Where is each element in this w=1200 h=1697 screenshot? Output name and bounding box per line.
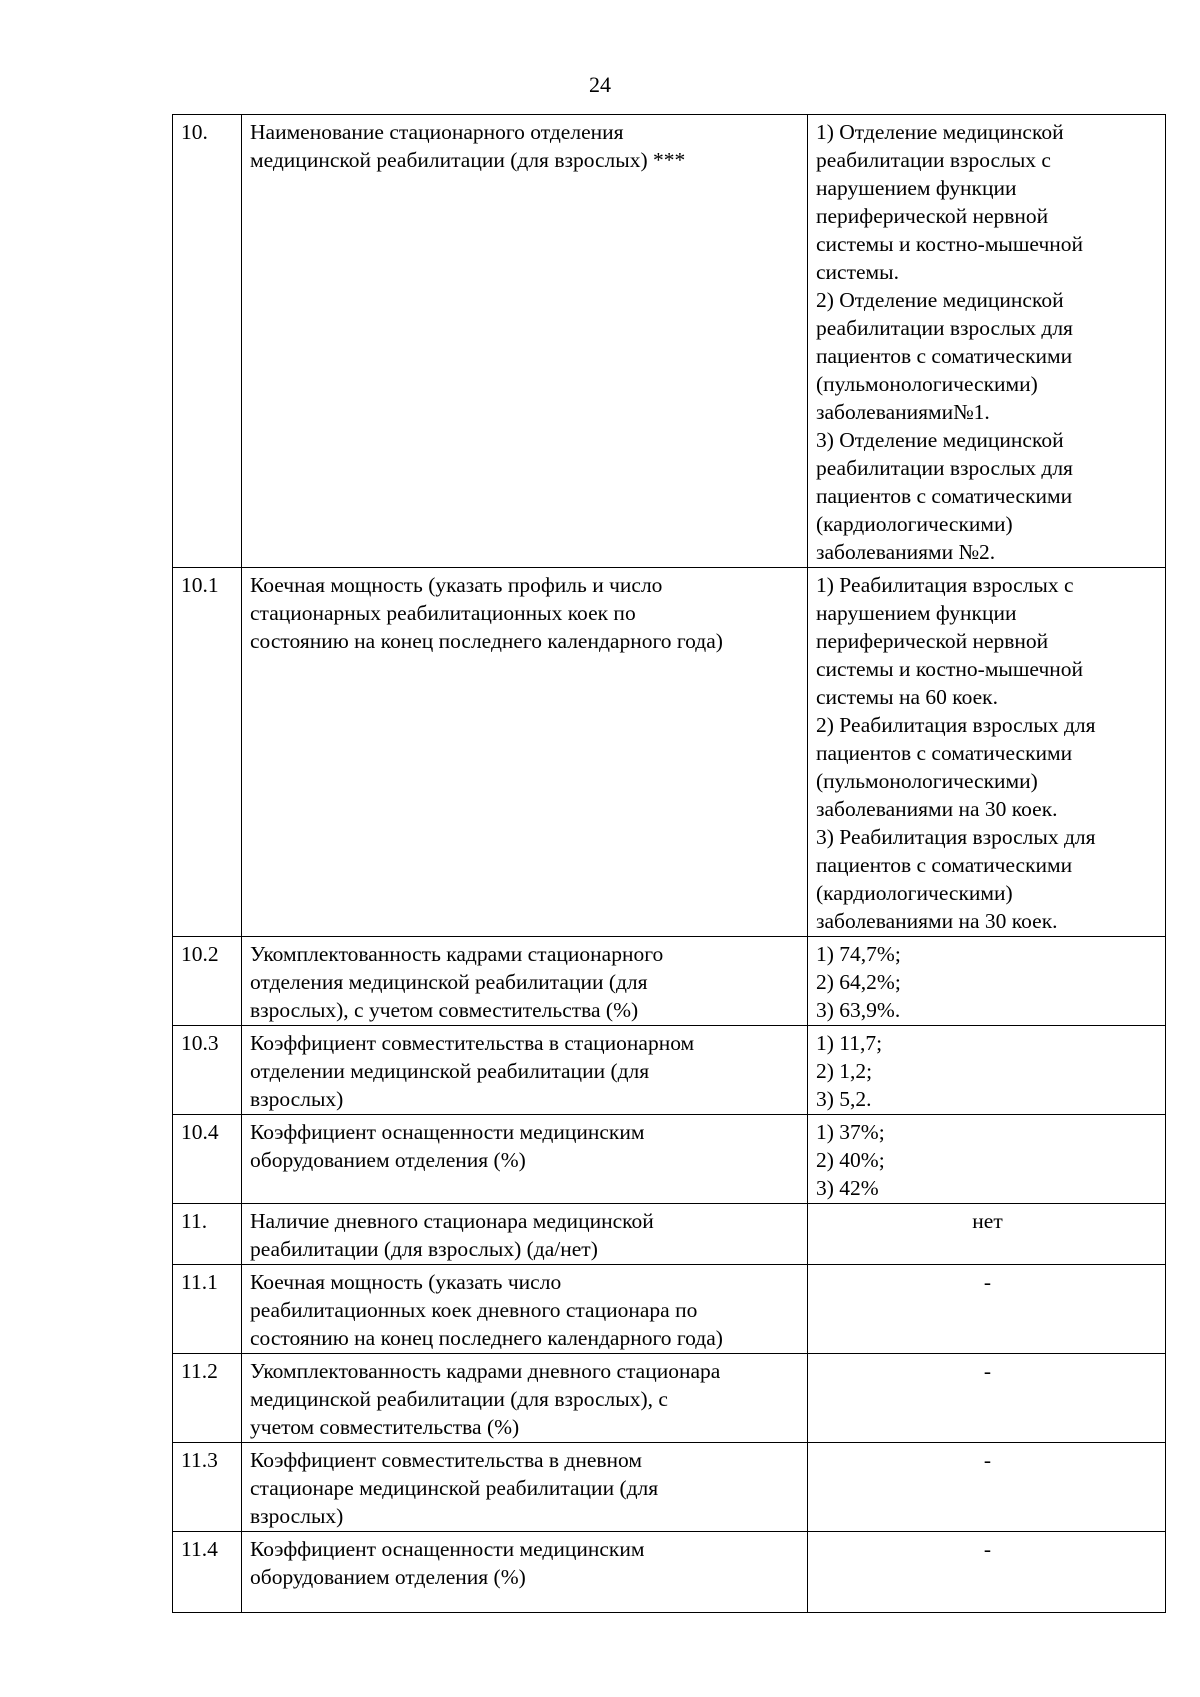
parameter-line: взрослых), с учетом совместительства (%) <box>250 998 639 1022</box>
value-line: пациентов с соматическими <box>816 344 1073 368</box>
parameter-cell <box>242 568 808 937</box>
value-line: 2) 1,2; <box>816 1059 873 1083</box>
parameter-line: Наличие дневного стационара медицинской <box>250 1209 654 1233</box>
value-line: 3) 42% <box>816 1176 879 1200</box>
value-line: 2) Отделение медицинской <box>816 288 1064 312</box>
value-line: 2) Реабилитация взрослых для <box>816 713 1096 737</box>
parameter-cell <box>242 937 808 1026</box>
value-cell <box>808 1026 1166 1115</box>
parameter-line: стационарных реабилитационных коек по <box>250 601 636 625</box>
parameter-line: Наименование стационарного отделения <box>250 120 624 144</box>
value-line: - <box>983 1359 992 1383</box>
value-line: - <box>983 1448 992 1472</box>
row-number: 10. <box>173 115 242 568</box>
parameter-line: Коэффициент оснащенности медицинским <box>250 1537 645 1561</box>
parameter-cell <box>242 1443 808 1532</box>
value-line: 1) 11,7; <box>816 1031 883 1055</box>
value-line: 2) 64,2%; <box>816 970 901 994</box>
row-number: 11. <box>173 1204 242 1265</box>
table-row <box>173 1265 1166 1354</box>
value-line: пациентов с соматическими <box>816 741 1073 765</box>
value-line: 3) 63,9%. <box>816 998 901 1022</box>
value-cell <box>808 1265 1166 1354</box>
parameter-cell <box>242 1265 808 1354</box>
value-line: периферической нервной <box>816 204 1049 228</box>
row-number: 10.4 <box>173 1115 242 1204</box>
value-line: нарушением функции <box>816 601 1017 625</box>
value-line: 2) 40%; <box>816 1148 885 1172</box>
parameter-line: оборудованием отделения (%) <box>250 1565 526 1589</box>
table-row <box>173 937 1166 1026</box>
parameter-cell <box>242 1354 808 1443</box>
value-line: системы и костно-мышечной <box>816 232 1084 256</box>
parameter-line: Коэффициент совместительства в дневном <box>250 1448 642 1472</box>
value-line: периферической нервной <box>816 629 1049 653</box>
value-line: системы и костно-мышечной <box>816 657 1084 681</box>
value-cell <box>808 1115 1166 1204</box>
value-line: заболеваниями №2. <box>816 540 996 564</box>
table-row <box>173 1115 1166 1204</box>
parameter-line: Коечная мощность (указать профиль и число <box>250 573 663 597</box>
value-line: (кардиологическими) <box>816 512 1013 536</box>
value-line: 3) Отделение медицинской <box>816 428 1064 452</box>
row-number: 11.1 <box>173 1265 242 1354</box>
parameter-line: состоянию на конец последнего календарного года) <box>250 629 723 653</box>
value-line: пациентов с соматическими <box>816 853 1073 877</box>
parameter-line: реабилитации (для взрослых) (да/нет) <box>250 1237 598 1261</box>
value-cell <box>808 115 1166 568</box>
value-line: системы на 60 коек. <box>816 685 998 709</box>
table-row <box>173 1026 1166 1115</box>
parameter-cell <box>242 1026 808 1115</box>
parameter-line: Коэффициент совместительства в стационарном <box>250 1031 695 1055</box>
table-row <box>173 568 1166 937</box>
value-cell <box>808 568 1166 937</box>
table-row <box>173 1204 1166 1265</box>
value-line: - <box>983 1537 992 1561</box>
parameter-line: состоянию на конец последнего календарного года) <box>250 1326 723 1350</box>
row-number: 11.2 <box>173 1354 242 1443</box>
value-line: заболеваниями на 30 коек. <box>816 909 1058 933</box>
table-row <box>173 1354 1166 1443</box>
parameter-cell <box>242 115 808 568</box>
table-row <box>173 1532 1166 1613</box>
parameter-line: Коечная мощность (указать число <box>250 1270 562 1294</box>
value-line: заболеваниями на 30 коек. <box>816 797 1058 821</box>
parameter-cell <box>242 1532 808 1613</box>
value-cell <box>808 1443 1166 1532</box>
value-line: нарушением функции <box>816 176 1017 200</box>
parameter-line: стационаре медицинской реабилитации (для <box>250 1476 659 1500</box>
value-cell <box>808 1204 1166 1265</box>
value-line: 1) Отделение медицинской <box>816 120 1064 144</box>
value-line: реабилитации взрослых для <box>816 316 1073 340</box>
row-number: 11.4 <box>173 1532 242 1613</box>
table-body <box>173 115 1166 1613</box>
page-number: 24 <box>589 72 611 97</box>
parameter-line: Коэффициент оснащенности медицинским <box>250 1120 645 1144</box>
value-line: 1) Реабилитация взрослых с <box>816 573 1074 597</box>
table-row <box>173 1443 1166 1532</box>
parameter-line: отделении медицинской реабилитации (для <box>250 1059 650 1083</box>
value-line: (пульмонологическими) <box>816 769 1038 793</box>
parameter-line: медицинской реабилитации (для взрослых) *** <box>250 148 686 172</box>
value-line: реабилитации взрослых с <box>816 148 1051 172</box>
value-line: реабилитации взрослых для <box>816 456 1073 480</box>
value-line: нет <box>972 1209 1003 1233</box>
parameter-line: реабилитационных коек дневного стационара по <box>250 1298 698 1322</box>
parameter-cell <box>242 1115 808 1204</box>
value-line: (кардиологическими) <box>816 881 1013 905</box>
row-number: 11.3 <box>173 1443 242 1532</box>
value-line: заболеваниями№1. <box>816 400 990 424</box>
row-number: 10.3 <box>173 1026 242 1115</box>
parameter-line: Укомплектованность кадрами стационарного <box>250 942 664 966</box>
value-cell <box>808 1354 1166 1443</box>
data-table <box>172 114 1166 1613</box>
table-row <box>173 115 1166 568</box>
value-line: системы. <box>816 260 899 284</box>
row-number: 10.1 <box>173 568 242 937</box>
value-line: 3) Реабилитация взрослых для <box>816 825 1096 849</box>
parameter-line: Укомплектованность кадрами дневного стационара <box>250 1359 721 1383</box>
parameter-line: взрослых) <box>250 1087 344 1111</box>
parameter-line: медицинской реабилитации (для взрослых), с <box>250 1387 668 1411</box>
parameter-cell <box>242 1204 808 1265</box>
value-line: 1) 37%; <box>816 1120 885 1144</box>
value-line: 1) 74,7%; <box>816 942 901 966</box>
value-line: 3) 5,2. <box>816 1087 872 1111</box>
parameter-line: оборудованием отделения (%) <box>250 1148 526 1172</box>
parameter-line: взрослых) <box>250 1504 344 1528</box>
value-line: (пульмонологическими) <box>816 372 1038 396</box>
value-cell <box>808 937 1166 1026</box>
value-cell <box>808 1532 1166 1613</box>
row-number: 10.2 <box>173 937 242 1026</box>
parameter-line: отделения медицинской реабилитации (для <box>250 970 648 994</box>
value-line: пациентов с соматическими <box>816 484 1073 508</box>
value-line: - <box>983 1270 992 1294</box>
parameter-line: учетом совместительства (%) <box>250 1415 520 1439</box>
